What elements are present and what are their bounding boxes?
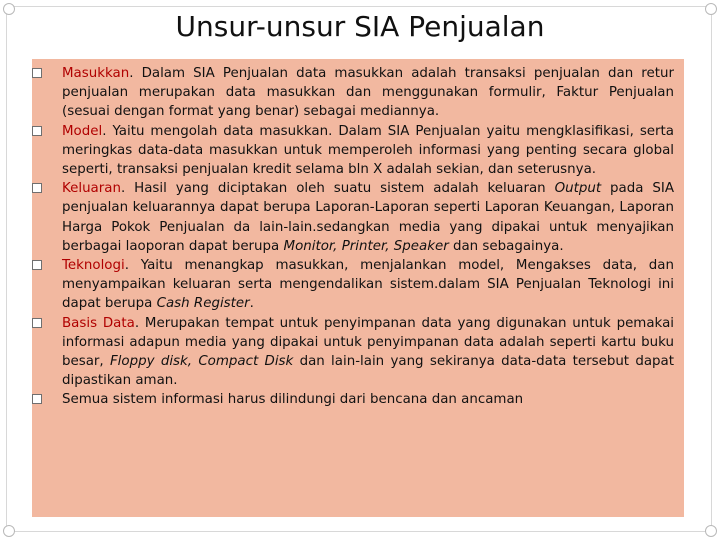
list-item-model <box>62 122 674 180</box>
item-text: dan sebagainya. <box>448 238 564 254</box>
square-bullet-icon <box>32 183 42 193</box>
italic-term: Monitor, Printer, Speaker <box>283 238 449 254</box>
keyword-model: Model <box>62 123 103 139</box>
item-text: . Hasil yang diciptakan oleh suatu sistem adalah keluaran <box>120 181 555 197</box>
list-item-masukkan <box>62 64 674 122</box>
slide-title: Unsur-unsur SIA Penjualan <box>175 10 545 43</box>
square-bullet-icon <box>32 394 42 404</box>
item-text: . Merupakan tempat untuk penyimpanan data yang digunakan untuk pemakai informasi adapun media yang dipakai untuk penyimpanan data adalah seperti kartu buku besar, <box>62 315 675 370</box>
list-item-keluaran <box>62 179 674 256</box>
keyword-basis-data: Basis Data <box>62 315 135 331</box>
list-item-keamanan <box>62 390 674 409</box>
frame-corner-ornament <box>3 525 15 537</box>
item-text: . Yaitu mengolah data masukkan. Dalam SIA Penjualan yaitu mengklasifikasi, serta meringkas data-data masukkan untuk memperoleh informasi yang penting secara global seperti, transaksi penjualan kredit selama bln X adalah sekian, dan seterusnya. <box>62 123 674 178</box>
keyword-keluaran: Keluaran <box>62 181 121 197</box>
keyword-masukkan: Masukkan <box>62 66 130 81</box>
frame-corner-ornament <box>705 525 717 537</box>
item-text: . Yaitu menangkap masukkan, menjalankan model, Mengakses data, dan menyampaikan keluaran serta mengendalikan sistem.dalam SIA Penjualan Teknologi ini dapat berupa <box>62 258 674 312</box>
italic-term: Cash Register <box>156 296 250 312</box>
bullet-list <box>62 64 674 410</box>
square-bullet-icon <box>32 318 42 328</box>
item-text: . Dalam SIA Penjualan data masukkan adalah transaksi penjualan dan retur penjualan merupakan data masukkan dan menggunakan formulir, Faktur Penjualan (sesuai dengan format yang benar) sebagai mediannya. <box>62 66 674 120</box>
item-text: dan lain-lain yang sekiranya data-data tersebut dapat dipastikan aman. <box>62 354 675 389</box>
item-text: pada SIA penjualan keluarannya dapat berupa Laporan-Laporan seperti Laporan Keuangan, Laporan Harga Pokok Penjualan da lain-lain.sedangkan media yang dipakai untuk menyajikan berbagai laoporan dapat berupa <box>62 181 674 254</box>
square-bullet-icon <box>32 126 42 136</box>
italic-term: Output <box>554 181 602 197</box>
list-item-basis-data <box>62 314 674 391</box>
content-box <box>32 59 684 517</box>
italic-term: Floppy disk, Compact Disk <box>109 354 294 370</box>
square-bullet-icon <box>32 260 42 270</box>
item-text: . <box>249 296 254 312</box>
item-text: Semua sistem informasi harus dilindungi dari bencana dan ancaman <box>62 392 524 408</box>
list-item-teknologi <box>62 256 674 314</box>
square-bullet-icon <box>32 68 42 78</box>
keyword-teknologi: Teknologi <box>62 258 125 274</box>
